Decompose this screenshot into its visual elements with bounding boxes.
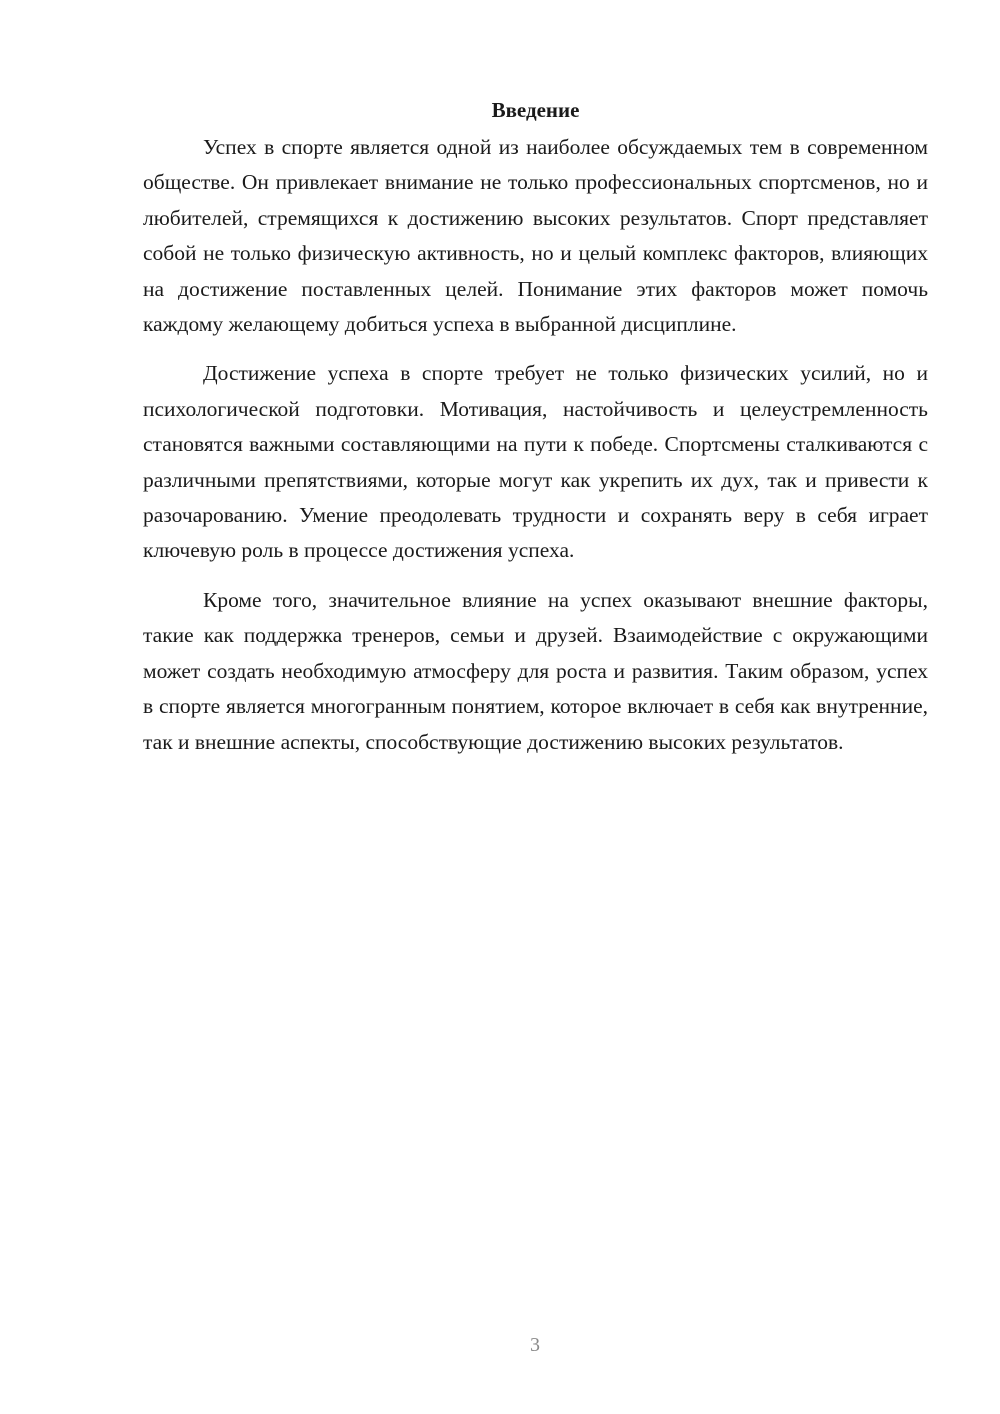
paragraph-2: Достижение успеха в спорте требует не только физических усилий, но и психологической подготовки. Мотивация, настойчивость и целеустремленность становятся важными составляющими на пути к победе. Спортсмены сталкиваются с различными препятствиями, которые могут как укрепить их дух, так и привести к разочарованию. Умение преодолевать трудности и сохранять веру в себя играет ключевую роль в процессе достижения успеха. bbox=[143, 361, 928, 563]
section-title: Введение bbox=[491, 98, 580, 122]
page-number: 3 bbox=[530, 1334, 540, 1356]
paragraph-3: Кроме того, значительное влияние на успех оказывают внешние факторы, такие как поддержка тренеров, семьи и друзей. Взаимодействие с окружающими может создать необходимую атмосферу для роста и развития. Таким образом, успех в спорте является многогранным понятием, которое включает в себя как внутренние, так и внешние аспекты, способствующие достижению высоких результатов. bbox=[143, 587, 928, 754]
paragraph-1: Успех в спорте является одной из наиболее обсуждаемых тем в современном обществе. Он привлекает внимание не только профессиональных спортсменов, но и любителей, стремящихся к достижению высоких результатов. Спорт представляет собой не только физическую активность, но и целый комплекс факторов, влияющих на достижение поставленных целей. Понимание этих факторов может помочь каждому желающему добиться успеха в выбранной дисциплине. bbox=[143, 135, 928, 337]
page-body bbox=[143, 92, 928, 774]
